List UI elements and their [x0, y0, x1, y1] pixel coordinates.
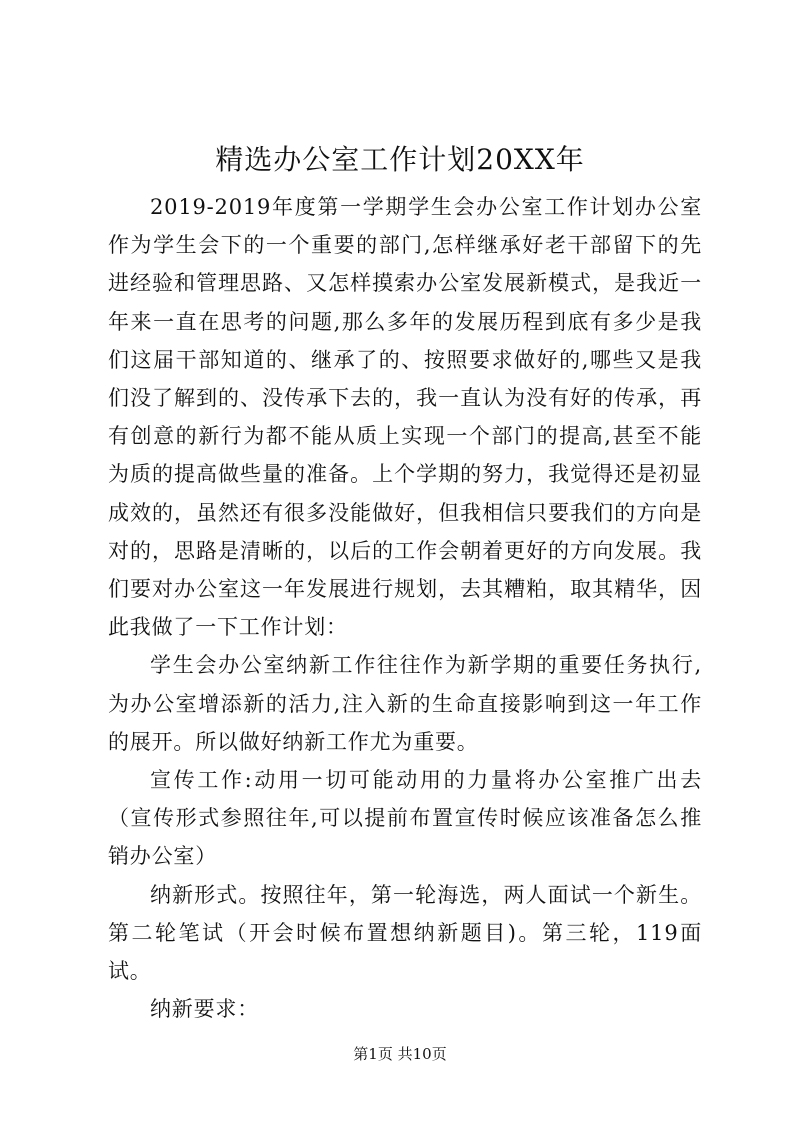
- paragraph-publicity: 宣传工作:动用一切可能动用的力量将办公室推广出去（宣传形式参照往年,可以提前布置宣传时候应该准备怎么推销办公室）: [108, 768, 702, 869]
- paragraph-recruitment-format: 纳新形式。按照往年，第一轮海选，两人面试一个新生。第二轮笔试（开会时候布置想纳新题目)。第三轮，119面试。: [108, 882, 702, 984]
- paragraph-recruitment: 学生会办公室纳新工作往往作为新学期的重要任务执行,为办公室增添新的活力,注入新的生命直接影响到这一年工作的展开。所以做好纳新工作尤为重要。: [108, 653, 702, 754]
- paragraph-intro: 2019-2019年度第一学期学生会办公室工作计划办公室作为学生会下的一个重要的部门,怎样继承好老干部留下的先进经验和管理思路、又怎样摸索办公室发展新模式，是我近一年来一直在思考的问题,那么多年的发展历程到底有多少是我们这届干部知道的、继承了的、按照要求做好的,哪些又是我们没了解到的、没传承下去的，我一直认为没有好的传承，再有创意的新行为都不能从质上实现一个部门的提高,甚至不能为质的提高做些量的准备。上个学期的努力，我觉得还是初显成效的，虽然还有很多没能做好，但我相信只要我们的方向是对的，思路是清晰的，以后的工作会朝着更好的方向发展。我们要对办公室这一年发展进行规划，去其糟粕，取其精华，因此我做了一下工作计划：: [108, 195, 702, 640]
- document-title: 精选办公室工作计划20XX年: [215, 143, 585, 176]
- page-number-footer: 第1页 共10页: [353, 1045, 447, 1063]
- paragraph-recruitment-requirements: 纳新要求：: [150, 997, 259, 1022]
- document-body: [108, 188, 702, 1028]
